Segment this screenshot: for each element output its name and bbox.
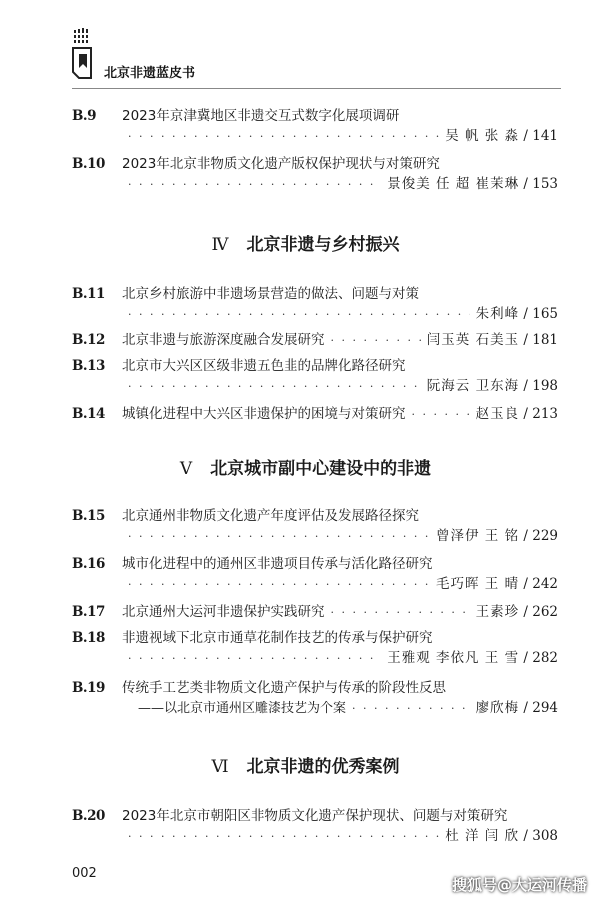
leader-dots (128, 308, 470, 321)
entry-page: / 141 (523, 128, 558, 144)
entry-title: 北京通州非物质文化遗产年度评估及发展路径探究 (122, 508, 419, 524)
toc-entry[interactable] (72, 504, 558, 546)
leader-dots (128, 652, 381, 665)
entry-title: 2023年京津冀地区非遗交互式数字化展项调研 (122, 108, 400, 124)
leader-dots (128, 380, 421, 393)
entry-authors: 吴 帆 张 淼 (445, 128, 520, 144)
series-title: 北京非遗蓝皮书 (104, 66, 196, 81)
leader-dots (331, 334, 421, 347)
entry-authors: 杜 洋 闫 欣 (445, 828, 520, 844)
entry-authors: 赵玉良 (475, 406, 520, 422)
entry-number: B.13 (72, 358, 105, 374)
entry-number: B.12 (72, 332, 105, 348)
entry-page: / 181 (523, 332, 558, 348)
leader-dots (331, 606, 470, 619)
entry-page: / 198 (523, 378, 558, 394)
section-title: 北京城市副中心建设中的非遗 (210, 459, 432, 479)
section-heading (0, 752, 611, 777)
section-numeral: Ⅵ (211, 757, 229, 777)
entry-page: / 262 (523, 604, 558, 620)
entry-number: B.11 (72, 286, 105, 302)
entry-title: 北京乡村旅游中非遗场景营造的做法、问题与对策 (122, 286, 419, 302)
entry-title: 北京非遗与旅游深度融合发展研究 (122, 332, 325, 348)
leader-dots (128, 578, 430, 591)
section-numeral: Ⅴ (179, 459, 193, 479)
entry-authors: 王素珍 (475, 604, 520, 620)
entry-authors: 廖欣梅 (475, 700, 520, 716)
entry-number: B.18 (72, 630, 105, 646)
entry-authors: 王雅观 李依凡 王 雪 (387, 650, 520, 666)
entry-number: B.17 (72, 604, 105, 620)
entry-title: 非遗视域下北京市通草花制作技艺的传承与保护研究 (122, 630, 433, 646)
section-heading (0, 454, 611, 479)
entry-number: B.20 (72, 808, 105, 824)
header-rule (72, 88, 561, 89)
toc-entry[interactable] (72, 152, 558, 194)
entry-authors: 阮海云 卫东海 (426, 378, 520, 394)
toc-entry[interactable] (72, 626, 558, 668)
leader-dots (128, 530, 430, 543)
entry-subtitle: ——以北京市通州区雕漆技艺为个案 (138, 701, 347, 716)
section-numeral: Ⅳ (211, 235, 229, 255)
toc-entry[interactable] (72, 676, 558, 718)
entry-authors: 毛巧晖 王 晴 (436, 576, 520, 592)
toc-entry[interactable] (72, 354, 558, 396)
leader-dots (128, 130, 439, 143)
section-title: 北京非遗与乡村振兴 (246, 235, 400, 255)
leader-dots (412, 408, 470, 421)
entry-number: B.9 (72, 108, 97, 124)
entry-title: 2023年北京非物质文化遗产版权保护现状与对策研究 (122, 156, 440, 172)
entry-title: 传统手工艺类非物质文化遗产保护与传承的阶段性反思 (122, 680, 446, 696)
toc-entry[interactable] (72, 600, 558, 620)
toc-entry[interactable] (72, 328, 558, 348)
entry-page: / 153 (523, 176, 558, 192)
entry-number: B.19 (72, 680, 105, 696)
toc-entry[interactable] (72, 104, 558, 146)
entry-authors: 闫玉英 石美玉 (426, 332, 520, 348)
toc-entry[interactable] (72, 402, 558, 422)
book-logo-icon (72, 28, 96, 82)
entry-title: 城市化进程中的通州区非遗项目传承与活化路径研究 (122, 556, 433, 572)
entry-page: / 308 (523, 828, 558, 844)
entry-page: / 294 (523, 700, 558, 716)
section-heading (0, 230, 611, 255)
entry-page: / 165 (523, 306, 558, 322)
entry-number: B.14 (72, 406, 105, 422)
entry-page: / 229 (523, 528, 558, 544)
leader-dots (352, 702, 470, 715)
toc-entry[interactable] (72, 282, 558, 324)
entry-title: 北京市大兴区区级非遗五色韭的品牌化路径研究 (122, 358, 406, 374)
entry-authors: 朱利峰 (475, 306, 520, 322)
entry-page: / 282 (523, 650, 558, 666)
page-number: 002 (72, 866, 97, 881)
section-title: 北京非遗的优秀案例 (246, 757, 400, 777)
toc-entry[interactable] (72, 552, 558, 594)
entry-number: B.10 (72, 156, 105, 172)
toc-entry[interactable] (72, 804, 558, 846)
leader-dots (128, 830, 439, 843)
entry-authors: 曾泽伊 王 铭 (436, 528, 520, 544)
watermark: 搜狐号@大运河传播 (452, 876, 588, 894)
entry-page: / 242 (523, 576, 558, 592)
entry-number: B.16 (72, 556, 105, 572)
entry-authors: 景俊美 任 超 崔茉琳 (387, 176, 520, 192)
entry-page: / 213 (523, 406, 558, 422)
entry-title: 城镇化进程中大兴区非遗保护的困境与对策研究 (122, 406, 406, 422)
entry-number: B.15 (72, 508, 105, 524)
entry-title: 北京通州大运河非遗保护实践研究 (122, 604, 325, 620)
leader-dots (128, 178, 381, 191)
entry-title: 2023年北京市朝阳区非物质文化遗产保护现状、问题与对策研究 (122, 808, 508, 824)
